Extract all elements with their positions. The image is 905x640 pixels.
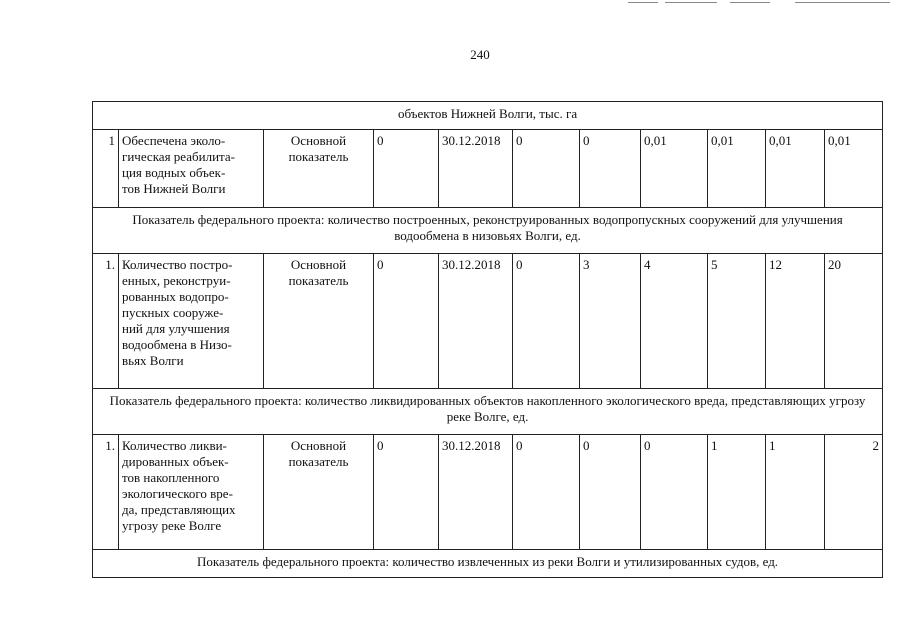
row-number: 1.	[93, 254, 119, 389]
section-heading: Показатель федерального проекта: количество ликвидированных объектов накопленного экологического вреда, представляющих угрозу реке Волге, ед.	[93, 389, 883, 435]
row-number: 1	[93, 130, 119, 208]
section-heading-row	[93, 550, 883, 578]
scan-artifact	[795, 2, 890, 3]
year-value: 2	[825, 435, 883, 550]
indicator-row	[93, 254, 883, 389]
year-value: 4	[641, 254, 708, 389]
section-heading-row	[93, 389, 883, 435]
year-value: 0	[580, 435, 641, 550]
scan-artifact	[628, 2, 658, 3]
table-body	[93, 102, 883, 578]
indicator-type: Основной показатель	[264, 130, 374, 208]
indicator-type: Основной показатель	[264, 254, 374, 389]
base-value: 0	[374, 435, 439, 550]
year-value: 0	[513, 130, 580, 208]
section-heading-row	[93, 208, 883, 254]
year-value: 0,01	[766, 130, 825, 208]
year-value: 12	[766, 254, 825, 389]
indicator-name: Количество ликви- дированных объек- тов накопленного экологического вре- да, представляющих угрозу реке Волге	[119, 435, 264, 550]
year-value: 1	[766, 435, 825, 550]
year-value: 0	[641, 435, 708, 550]
base-date: 30.12.2018	[439, 435, 513, 550]
scan-artifact	[730, 2, 770, 3]
indicator-name: Обеспечена эколо- гическая реабилита- ция водных объек- тов Нижней Волги	[119, 130, 264, 208]
indicator-row	[93, 435, 883, 550]
section-heading: Показатель федерального проекта: количество построенных, реконструированных водопропускных сооружений для улучшения водообмена в низовьях Волги, ед.	[93, 208, 883, 254]
section-heading: объектов Нижней Волги, тыс. га	[93, 102, 883, 130]
year-value: 0	[513, 254, 580, 389]
section-heading-row	[93, 102, 883, 130]
indicator-type: Основной показатель	[264, 435, 374, 550]
section-heading: Показатель федерального проекта: количество извлеченных из реки Волги и утилизированных судов, ед.	[93, 550, 883, 578]
year-value: 0,01	[708, 130, 766, 208]
page-number: 240	[470, 47, 490, 62]
indicator-name: Количество постро- енных, реконструи- рованных водопро- пускных сооруже- ний для улучшения водообмена в Низо- вьях Волги	[119, 254, 264, 389]
year-value: 5	[708, 254, 766, 389]
indicator-table	[92, 101, 883, 578]
year-value: 0,01	[825, 130, 883, 208]
year-value: 0	[580, 130, 641, 208]
year-value: 0,01	[641, 130, 708, 208]
row-number: 1.	[93, 435, 119, 550]
year-value: 0	[513, 435, 580, 550]
scan-artifact	[665, 2, 717, 3]
year-value: 20	[825, 254, 883, 389]
indicator-row	[93, 130, 883, 208]
base-value: 0	[374, 130, 439, 208]
year-value: 3	[580, 254, 641, 389]
base-date: 30.12.2018	[439, 254, 513, 389]
year-value: 1	[708, 435, 766, 550]
base-date: 30.12.2018	[439, 130, 513, 208]
base-value: 0	[374, 254, 439, 389]
